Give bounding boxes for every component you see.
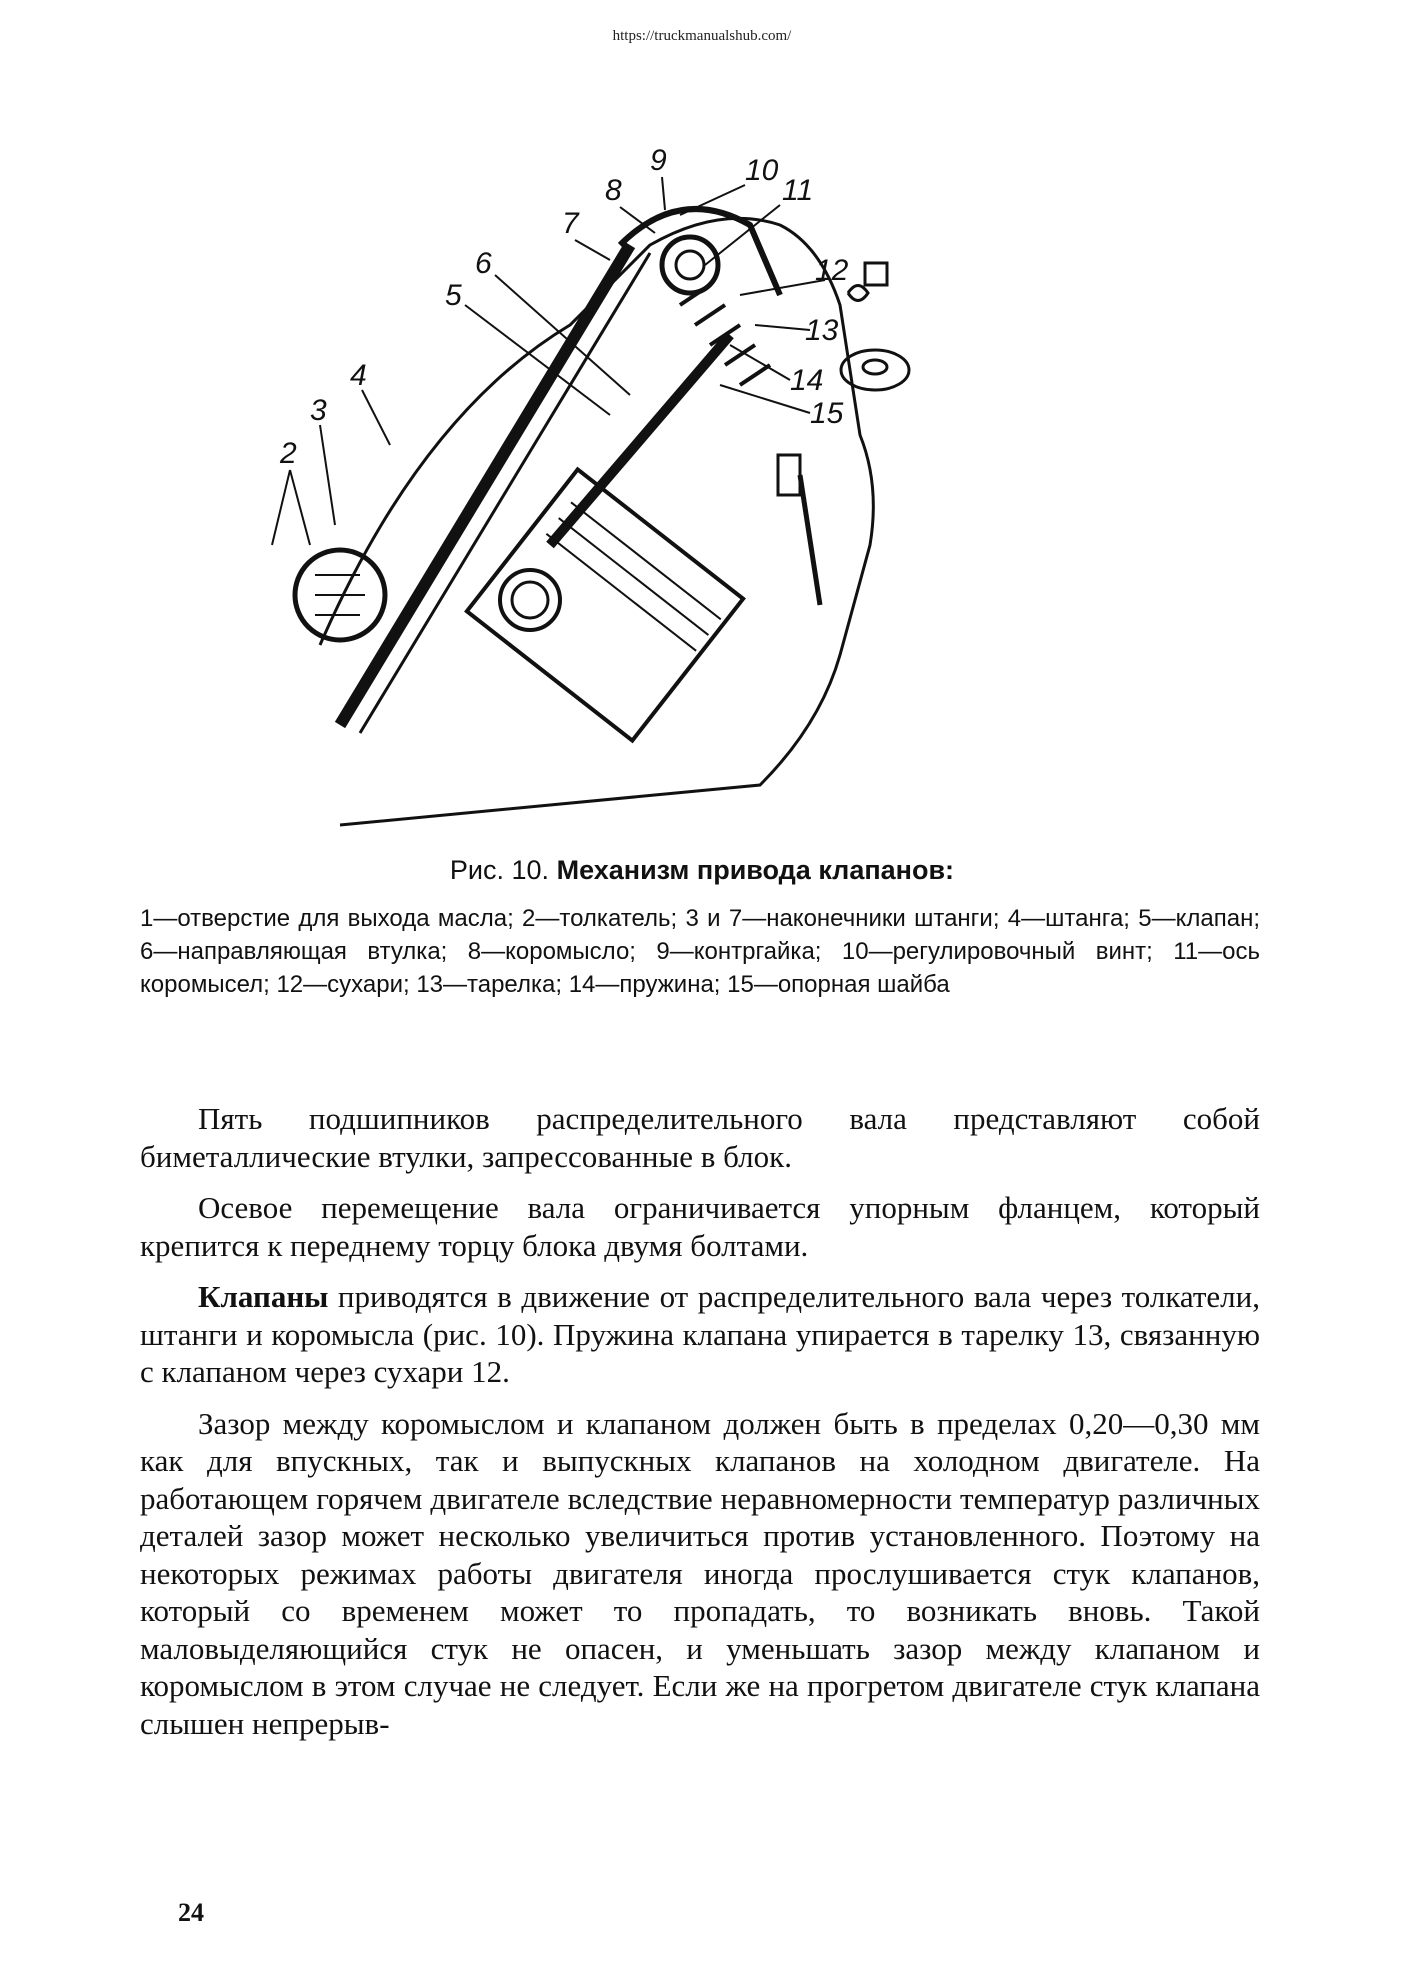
figure-number: Рис. 10.	[449, 855, 550, 885]
paragraph-2: Осевое перемещение вала ограничивается упорным фланцем, который крепится к переднему торцу блока двумя болтами.	[140, 1190, 1260, 1263]
source-url: https://truckmanualshub.com/	[612, 28, 792, 44]
valve-mechanism-drawing	[280, 144, 1160, 825]
figure-label-2: 2	[280, 437, 297, 470]
figure-label-7: 7	[562, 207, 579, 240]
valve-mechanism-figure	[280, 144, 1160, 825]
paragraph-3-text: приводятся в движение от распределительного вала через толкатели, штанги и коромысла (рис. 10). Пружина клапана упирается в тарелку 13, связанную с клапаном через сухари 12.	[140, 1279, 1260, 1389]
figure-label-10: 10	[745, 154, 779, 187]
body-text	[140, 1100, 1260, 1756]
figure-label-13: 13	[805, 314, 839, 347]
figure-title: Механизм привода клапанов:	[556, 855, 955, 885]
figure-label-11: 11	[782, 174, 814, 207]
figure-label-3: 3	[310, 394, 327, 427]
figure-label-9: 9	[650, 144, 667, 177]
figure-label-4: 4	[350, 359, 367, 392]
figure-label-6: 6	[475, 247, 492, 280]
figure-label-15: 15	[810, 397, 844, 430]
figure-label-8: 8	[605, 174, 622, 207]
figure-label-12: 12	[815, 254, 849, 287]
paragraph-3	[140, 1278, 1260, 1391]
figure-legend: 1—отверстие для выхода масла; 2—толкатель; 3 и 7—наконечники штанги; 4—штанга; 5—клапан; 6—направляющая втулка; 8—коромысло; 9—контргайка; 10—регулировочный винт; 11—ось коромысел; 12—сухари; 13—тарелка; 14—пружина; 15—опорная шайба	[140, 905, 1260, 998]
figure-caption-title	[0, 855, 1404, 886]
paragraph-4: Зазор между коромыслом и клапаном должен быть в пределах 0,20—0,30 мм как для впускных, так и выпускных клапанов на холодном двигателе. На работающем горячем двигателе вследствие неравномерности температур различных деталей зазор может несколько увеличиться против установленного. Поэтому на некоторых режимах работы двигателя иногда прослушивается стук клапанов, который со временем может то пропадать, то возникать вновь. Такой маловыделяющийся стук не опасен, и уменьшать зазор между клапаном и коромыслом в этом случае не следует. Если же на прогретом двигателе стук клапана слышен непрерыв-	[140, 1405, 1260, 1741]
figure-label-14: 14	[790, 364, 824, 397]
page-number: 24	[178, 1898, 204, 1927]
paragraph-1: Пять подшипников распределительного вала представляют собой биметаллические втулки, запрессованные в блок.	[140, 1101, 1260, 1174]
paragraph-3-lead: Клапаны	[198, 1279, 329, 1314]
figure-label-5: 5	[445, 279, 462, 312]
